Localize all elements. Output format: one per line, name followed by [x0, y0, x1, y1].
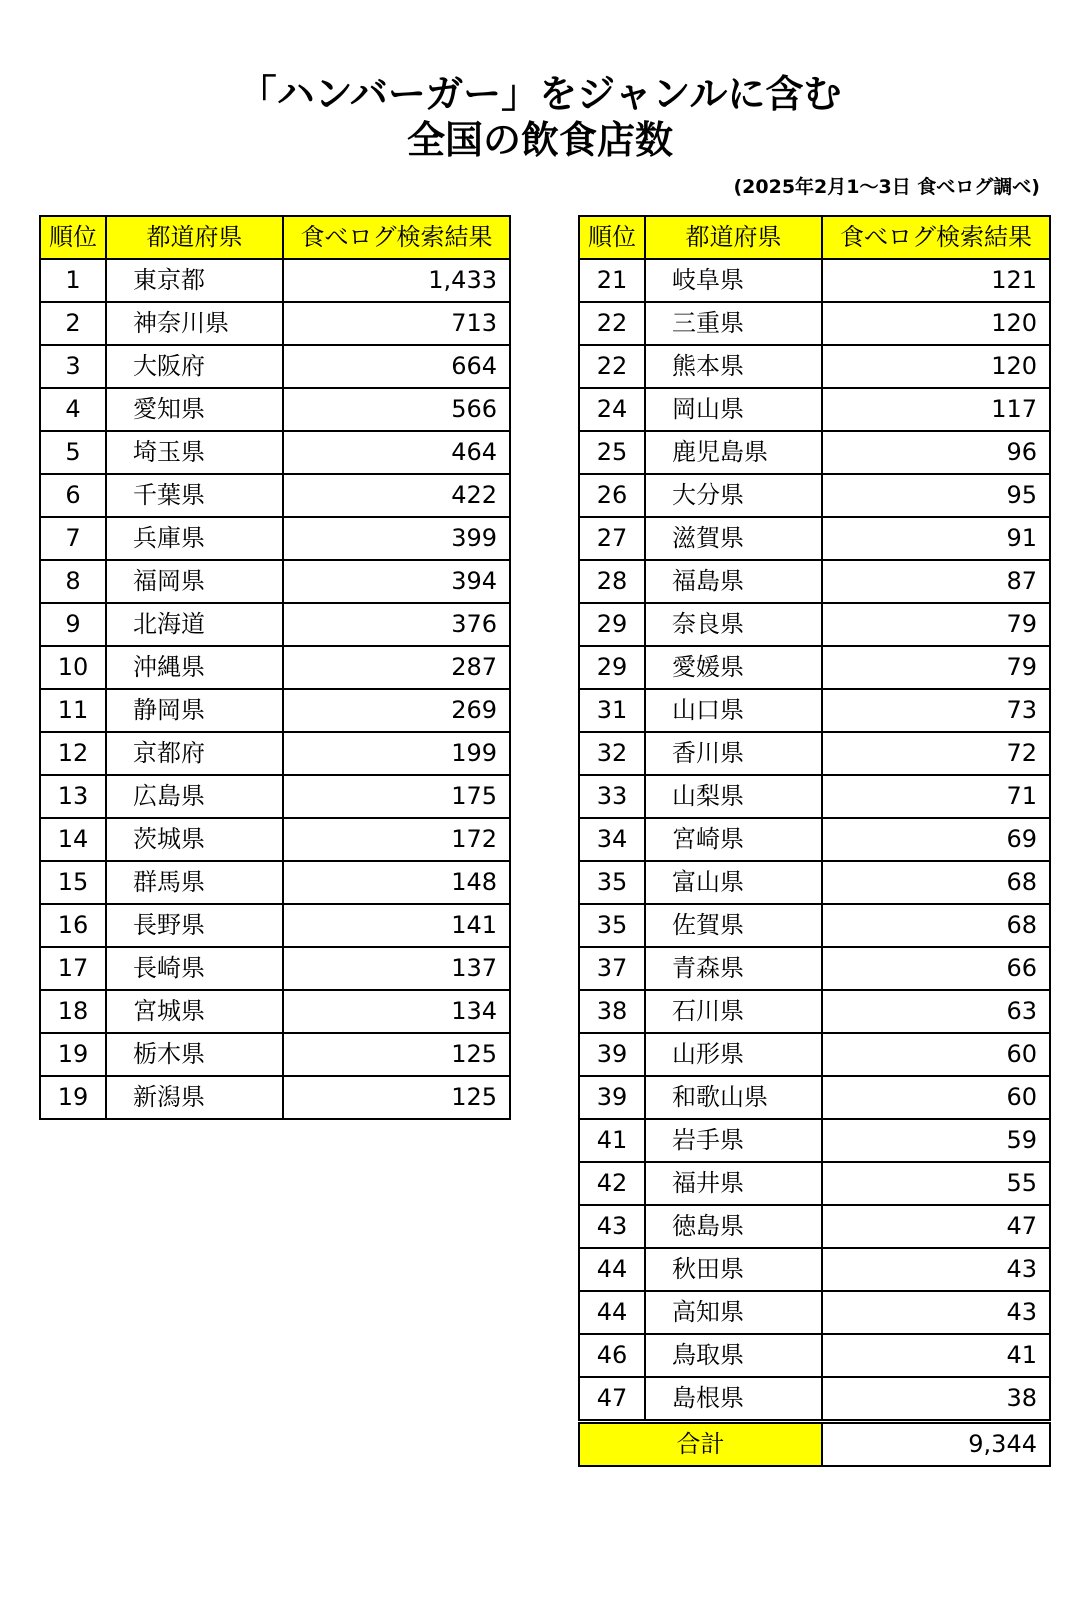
table-row: [40, 861, 510, 904]
count-cell: 399: [283, 517, 510, 560]
count-cell: 69: [822, 818, 1050, 861]
survey-note: (2025年2月1～3日 食べログ調べ): [733, 176, 1040, 198]
count-cell: 47: [822, 1205, 1050, 1248]
rank-cell: 12: [40, 732, 106, 775]
rank-cell: 4: [40, 388, 106, 431]
table-row: [40, 904, 510, 947]
table-row: [40, 302, 510, 345]
count-cell: 63: [822, 990, 1050, 1033]
count-cell: 664: [283, 345, 510, 388]
rank-cell: 11: [40, 689, 106, 732]
table-row: [579, 1205, 1050, 1248]
table-row: [579, 431, 1050, 474]
prefecture-cell: 大分県: [645, 474, 822, 517]
prefecture-cell: 徳島県: [645, 1205, 822, 1248]
count-cell: 148: [283, 861, 510, 904]
prefecture-cell: 宮崎県: [645, 818, 822, 861]
prefecture-cell: 神奈川県: [106, 302, 283, 345]
page-title-line2: 全国の飲食店数: [406, 118, 673, 162]
table-row: [579, 689, 1050, 732]
rank-cell: 27: [579, 517, 645, 560]
prefecture-cell: 千葉県: [106, 474, 283, 517]
prefecture-cell: 東京都: [106, 259, 283, 302]
rank-cell: 32: [579, 732, 645, 775]
table-row: [40, 560, 510, 603]
rank-cell: 31: [579, 689, 645, 732]
count-cell: 91: [822, 517, 1050, 560]
prefecture-cell: 北海道: [106, 603, 283, 646]
count-cell: 79: [822, 603, 1050, 646]
prefecture-cell: 群馬県: [106, 861, 283, 904]
prefecture-cell: 京都府: [106, 732, 283, 775]
count-cell: 566: [283, 388, 510, 431]
count-cell: 287: [283, 646, 510, 689]
rank-cell: 6: [40, 474, 106, 517]
prefecture-cell: 岡山県: [645, 388, 822, 431]
rank-cell: 8: [40, 560, 106, 603]
count-cell: 95: [822, 474, 1050, 517]
rank-cell: 22: [579, 345, 645, 388]
table-row: [579, 560, 1050, 603]
count-cell: 43: [822, 1248, 1050, 1291]
header-row: [579, 216, 1050, 259]
total-label: 合計: [579, 1422, 822, 1467]
rank-cell: 14: [40, 818, 106, 861]
prefecture-cell: 熊本県: [645, 345, 822, 388]
prefecture-cell: 石川県: [645, 990, 822, 1033]
table-row: [579, 603, 1050, 646]
header-rank: 順位: [579, 216, 645, 259]
rank-cell: 42: [579, 1162, 645, 1205]
prefecture-cell: 静岡県: [106, 689, 283, 732]
count-cell: 121: [822, 259, 1050, 302]
prefecture-cell: 茨城県: [106, 818, 283, 861]
prefecture-cell: 三重県: [645, 302, 822, 345]
count-cell: 713: [283, 302, 510, 345]
table-row: [40, 259, 510, 302]
rank-cell: 46: [579, 1334, 645, 1377]
prefecture-cell: 栃木県: [106, 1033, 283, 1076]
table-row: [40, 603, 510, 646]
count-cell: 125: [283, 1033, 510, 1076]
table-row: [579, 302, 1050, 345]
table-row: [40, 646, 510, 689]
count-cell: 134: [283, 990, 510, 1033]
prefecture-cell: 埼玉県: [106, 431, 283, 474]
header-count: 食べログ検索結果: [283, 216, 510, 259]
count-cell: 137: [283, 947, 510, 990]
table-row: [579, 474, 1050, 517]
table-row: [579, 259, 1050, 302]
table-row: [579, 517, 1050, 560]
header-count: 食べログ検索結果: [822, 216, 1050, 259]
prefecture-cell: 福岡県: [106, 560, 283, 603]
prefecture-cell: 福井県: [645, 1162, 822, 1205]
rank-cell: 34: [579, 818, 645, 861]
count-cell: 72: [822, 732, 1050, 775]
table-row: [40, 947, 510, 990]
rank-cell: 33: [579, 775, 645, 818]
header-rank: 順位: [40, 216, 106, 259]
count-cell: 59: [822, 1119, 1050, 1162]
prefecture-cell: 滋賀県: [645, 517, 822, 560]
ranking-table-right: [578, 215, 1051, 1467]
count-cell: 43: [822, 1291, 1050, 1334]
prefecture-cell: 高知県: [645, 1291, 822, 1334]
rank-cell: 44: [579, 1248, 645, 1291]
prefecture-cell: 沖縄県: [106, 646, 283, 689]
table-row: [579, 904, 1050, 947]
prefecture-cell: 香川県: [645, 732, 822, 775]
prefecture-cell: 山梨県: [645, 775, 822, 818]
count-cell: 73: [822, 689, 1050, 732]
table-row: [579, 818, 1050, 861]
prefecture-cell: 山形県: [645, 1033, 822, 1076]
table-row: [579, 1377, 1050, 1422]
table-row: [40, 1033, 510, 1076]
rank-cell: 18: [40, 990, 106, 1033]
rank-cell: 1: [40, 259, 106, 302]
count-cell: 394: [283, 560, 510, 603]
count-cell: 66: [822, 947, 1050, 990]
rank-cell: 19: [40, 1076, 106, 1119]
table-row: [579, 1033, 1050, 1076]
prefecture-cell: 愛媛県: [645, 646, 822, 689]
prefecture-cell: 山口県: [645, 689, 822, 732]
table-row: [579, 345, 1050, 388]
table-row: [40, 689, 510, 732]
rank-cell: 9: [40, 603, 106, 646]
total-row: [579, 1422, 1050, 1467]
count-cell: 120: [822, 302, 1050, 345]
table-row: [579, 947, 1050, 990]
rank-cell: 43: [579, 1205, 645, 1248]
count-cell: 117: [822, 388, 1050, 431]
count-cell: 199: [283, 732, 510, 775]
table-row: [40, 990, 510, 1033]
rank-cell: 25: [579, 431, 645, 474]
rank-cell: 24: [579, 388, 645, 431]
prefecture-cell: 長野県: [106, 904, 283, 947]
table-row: [40, 431, 510, 474]
count-cell: 60: [822, 1076, 1050, 1119]
rank-cell: 2: [40, 302, 106, 345]
prefecture-cell: 奈良県: [645, 603, 822, 646]
count-cell: 172: [283, 818, 510, 861]
table-row: [40, 474, 510, 517]
count-cell: 38: [822, 1377, 1050, 1422]
prefecture-cell: 新潟県: [106, 1076, 283, 1119]
rank-cell: 44: [579, 1291, 645, 1334]
table-row: [579, 646, 1050, 689]
table-row: [40, 775, 510, 818]
rank-cell: 28: [579, 560, 645, 603]
rank-cell: 37: [579, 947, 645, 990]
table-row: [40, 388, 510, 431]
rank-cell: 38: [579, 990, 645, 1033]
table-row: [579, 732, 1050, 775]
prefecture-cell: 島根県: [645, 1377, 822, 1422]
rank-cell: 41: [579, 1119, 645, 1162]
prefecture-cell: 岩手県: [645, 1119, 822, 1162]
count-cell: 125: [283, 1076, 510, 1119]
prefecture-cell: 岐阜県: [645, 259, 822, 302]
rank-cell: 3: [40, 345, 106, 388]
count-cell: 71: [822, 775, 1050, 818]
prefecture-cell: 大阪府: [106, 345, 283, 388]
rank-cell: 17: [40, 947, 106, 990]
rank-cell: 16: [40, 904, 106, 947]
rank-cell: 21: [579, 259, 645, 302]
count-cell: 60: [822, 1033, 1050, 1076]
prefecture-cell: 富山県: [645, 861, 822, 904]
prefecture-cell: 広島県: [106, 775, 283, 818]
rank-cell: 13: [40, 775, 106, 818]
total-value: 9,344: [822, 1422, 1050, 1467]
rank-cell: 39: [579, 1033, 645, 1076]
rank-cell: 35: [579, 861, 645, 904]
header-prefecture: 都道府県: [645, 216, 822, 259]
table-row: [579, 861, 1050, 904]
table-row: [579, 775, 1050, 818]
table-row: [40, 818, 510, 861]
prefecture-cell: 長崎県: [106, 947, 283, 990]
prefecture-cell: 愛知県: [106, 388, 283, 431]
rank-cell: 26: [579, 474, 645, 517]
header-row: [40, 216, 510, 259]
table-row: [579, 1076, 1050, 1119]
count-cell: 141: [283, 904, 510, 947]
table-row: [579, 1334, 1050, 1377]
table-row: [579, 1248, 1050, 1291]
rank-cell: 15: [40, 861, 106, 904]
count-cell: 55: [822, 1162, 1050, 1205]
count-cell: 269: [283, 689, 510, 732]
table-row: [40, 345, 510, 388]
prefecture-cell: 佐賀県: [645, 904, 822, 947]
prefecture-cell: 青森県: [645, 947, 822, 990]
count-cell: 376: [283, 603, 510, 646]
count-cell: 120: [822, 345, 1050, 388]
rank-cell: 29: [579, 603, 645, 646]
table-row: [579, 1162, 1050, 1205]
table-row: [40, 1076, 510, 1119]
count-cell: 87: [822, 560, 1050, 603]
count-cell: 422: [283, 474, 510, 517]
table-row: [579, 990, 1050, 1033]
prefecture-cell: 鳥取県: [645, 1334, 822, 1377]
count-cell: 1,433: [283, 259, 510, 302]
count-cell: 68: [822, 904, 1050, 947]
rank-cell: 29: [579, 646, 645, 689]
prefecture-cell: 和歌山県: [645, 1076, 822, 1119]
prefecture-cell: 鹿児島県: [645, 431, 822, 474]
table-row: [40, 517, 510, 560]
rank-cell: 19: [40, 1033, 106, 1076]
ranking-table-left: [39, 215, 511, 1120]
table-row: [579, 1119, 1050, 1162]
table-row: [579, 1291, 1050, 1334]
count-cell: 96: [822, 431, 1050, 474]
count-cell: 41: [822, 1334, 1050, 1377]
table-row: [40, 732, 510, 775]
prefecture-cell: 兵庫県: [106, 517, 283, 560]
header-prefecture: 都道府県: [106, 216, 283, 259]
count-cell: 79: [822, 646, 1050, 689]
page-title-line1: 「ハンバーガー」をジャンルに含む: [238, 72, 842, 116]
count-cell: 464: [283, 431, 510, 474]
count-cell: 68: [822, 861, 1050, 904]
rank-cell: 5: [40, 431, 106, 474]
rank-cell: 47: [579, 1377, 645, 1422]
rank-cell: 39: [579, 1076, 645, 1119]
rank-cell: 10: [40, 646, 106, 689]
rank-cell: 35: [579, 904, 645, 947]
count-cell: 175: [283, 775, 510, 818]
rank-cell: 22: [579, 302, 645, 345]
prefecture-cell: 宮城県: [106, 990, 283, 1033]
table-row: [579, 388, 1050, 431]
prefecture-cell: 福島県: [645, 560, 822, 603]
rank-cell: 7: [40, 517, 106, 560]
prefecture-cell: 秋田県: [645, 1248, 822, 1291]
